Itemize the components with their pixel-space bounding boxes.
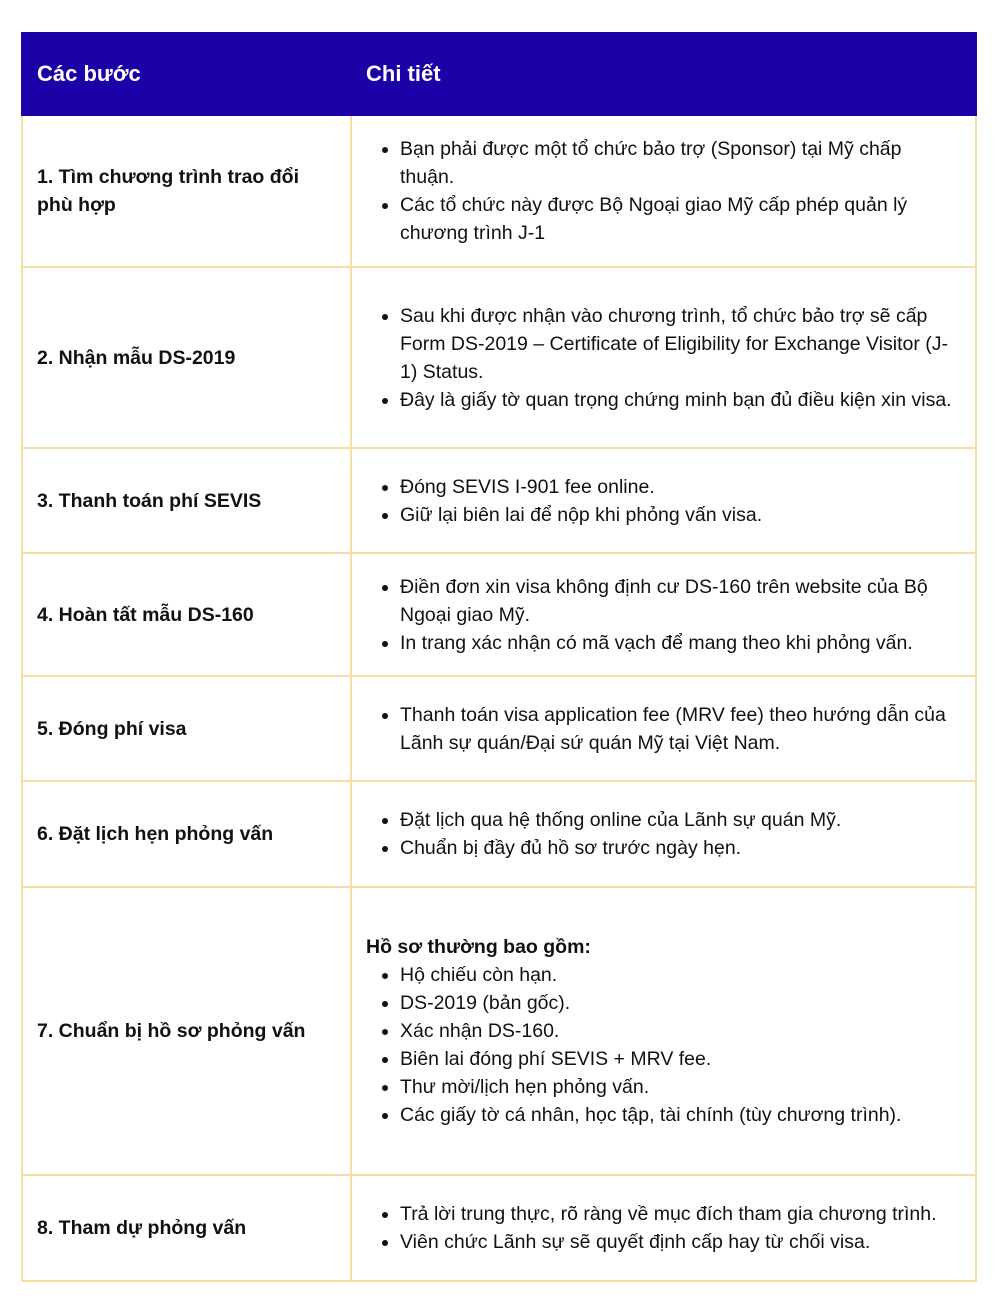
step-title: 5. Đóng phí visa	[22, 676, 351, 781]
step-title: 1. Tìm chương trình trao đổi phù hợp	[22, 115, 351, 267]
list-item: • Bạn phải được một tổ chức bảo trợ (Sponsor) tại Mỹ chấp thuận.	[400, 135, 961, 191]
step-details	[351, 1175, 976, 1281]
step-title: 4. Hoàn tất mẫu DS-160	[22, 553, 351, 676]
table-row	[22, 781, 976, 887]
table-body	[22, 115, 976, 1281]
table-row	[22, 676, 976, 781]
list-item: • Điền đơn xin visa không định cư DS-160 trên website của Bộ Ngoại giao Mỹ.	[400, 573, 961, 629]
list-item: • Sau khi được nhận vào chương trình, tổ chức bảo trợ sẽ cấp Form DS-2019 – Certificate of Eligibility for Exchange Visitor (J-1) Status.	[400, 302, 961, 386]
step-details	[351, 267, 976, 448]
step-title: 7. Chuẩn bị hồ sơ phỏng vấn	[22, 887, 351, 1175]
step-title: 8. Tham dự phỏng vấn	[22, 1175, 351, 1281]
list-item: • Hộ chiếu còn hạn.	[400, 961, 961, 989]
details-intro: Hồ sơ thường bao gồm:	[366, 936, 591, 958]
list-item: • Biên lai đóng phí SEVIS + MRV fee.	[400, 1045, 961, 1073]
list-item: • In trang xác nhận có mã vạch để mang theo khi phỏng vấn.	[400, 629, 961, 657]
details-list	[366, 573, 961, 657]
details-list	[366, 473, 961, 529]
header-steps: Các bước	[22, 33, 351, 115]
table-header-row	[22, 33, 976, 115]
header-details: Chi tiết	[351, 33, 976, 115]
visa-steps-table	[21, 32, 977, 1282]
details-list	[366, 1200, 961, 1256]
details-list	[366, 135, 961, 247]
table-row	[22, 1175, 976, 1281]
list-item: • Đóng SEVIS I-901 fee online.	[400, 473, 961, 501]
details-list	[366, 961, 961, 1129]
step-details	[351, 553, 976, 676]
table-row	[22, 115, 976, 267]
step-details	[351, 448, 976, 553]
table-row	[22, 887, 976, 1175]
list-item: • Các tổ chức này được Bộ Ngoại giao Mỹ cấp phép quản lý chương trình J-1	[400, 191, 961, 247]
visa-steps-table-container	[21, 32, 975, 1282]
list-item: • Giữ lại biên lai để nộp khi phỏng vấn visa.	[400, 501, 961, 529]
list-item: • DS-2019 (bản gốc).	[400, 989, 961, 1017]
details-list	[366, 806, 961, 862]
list-item: • Chuẩn bị đầy đủ hồ sơ trước ngày hẹn.	[400, 834, 961, 862]
step-title: 2. Nhận mẫu DS-2019	[22, 267, 351, 448]
table-row	[22, 267, 976, 448]
step-details	[351, 887, 976, 1175]
step-details	[351, 781, 976, 887]
details-list	[366, 701, 961, 757]
list-item: • Xác nhận DS-160.	[400, 1017, 961, 1045]
list-item: • Trả lời trung thực, rõ ràng về mục đích tham gia chương trình.	[400, 1200, 961, 1228]
list-item: • Viên chức Lãnh sự sẽ quyết định cấp hay từ chối visa.	[400, 1228, 961, 1256]
list-item: • Đặt lịch qua hệ thống online của Lãnh sự quán Mỹ.	[400, 806, 961, 834]
step-title: 3. Thanh toán phí SEVIS	[22, 448, 351, 553]
table-row	[22, 448, 976, 553]
details-list	[366, 302, 961, 414]
step-details	[351, 676, 976, 781]
list-item: • Thanh toán visa application fee (MRV fee) theo hướng dẫn của Lãnh sự quán/Đại sứ quán Mỹ tại Việt Nam.	[400, 701, 961, 757]
step-title: 6. Đặt lịch hẹn phỏng vấn	[22, 781, 351, 887]
list-item: • Đây là giấy tờ quan trọng chứng minh bạn đủ điều kiện xin visa.	[400, 386, 961, 414]
list-item: • Các giấy tờ cá nhân, học tập, tài chính (tùy chương trình).	[400, 1101, 961, 1129]
table-row	[22, 553, 976, 676]
list-item: • Thư mời/lịch hẹn phỏng vấn.	[400, 1073, 961, 1101]
step-details	[351, 115, 976, 267]
